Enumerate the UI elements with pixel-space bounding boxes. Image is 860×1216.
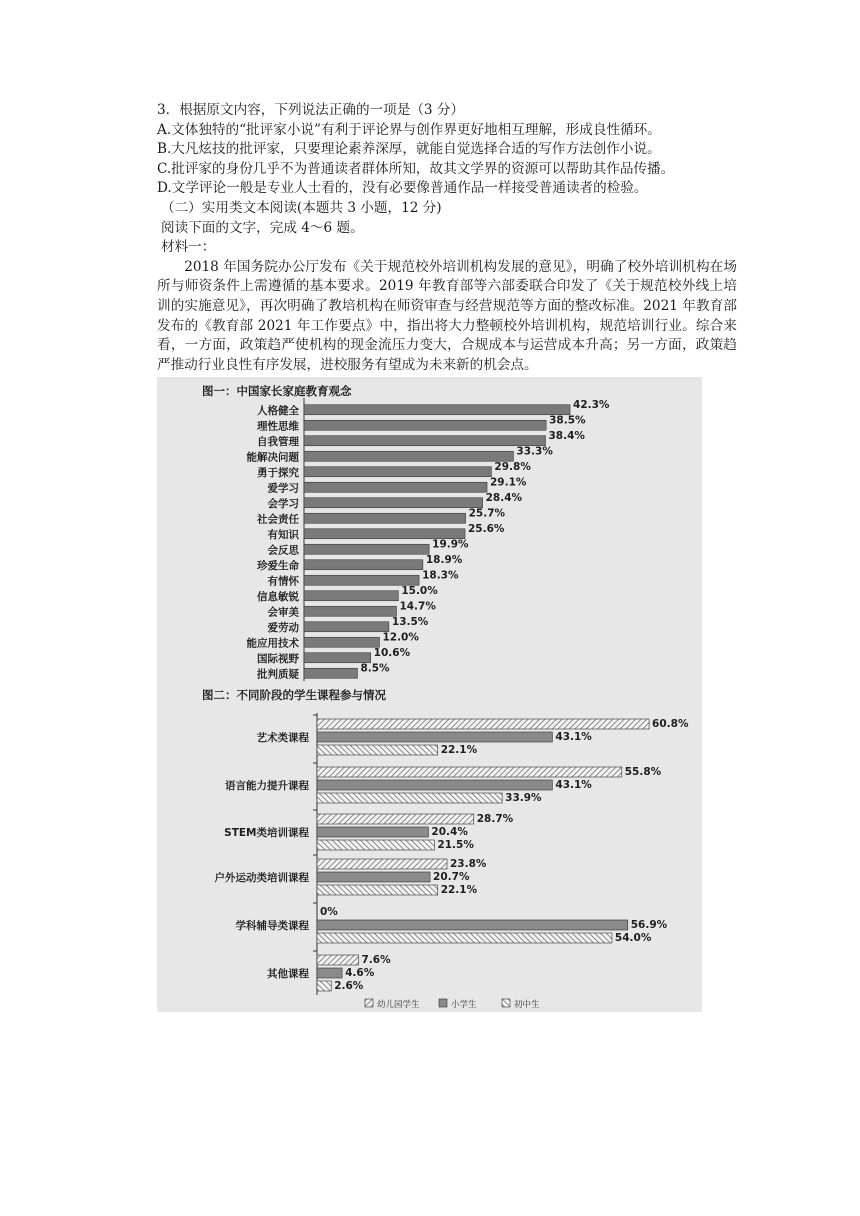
charts-svg [157,377,702,1012]
chart1-category-label: 国际视野 [257,652,299,665]
chart1-value-label: 25.6% [467,522,505,535]
legend-label: 幼儿园学生 [377,1000,420,1010]
chart1-category-label: 勇于探究 [257,466,299,479]
chart1-category-label: 有情怀 [267,575,299,588]
material-paragraph: 2018 年国务院办公厅发布《关于规范校外培训机构发展的意见》，明确了校外培训机构在场所与师资条件上需遵循的基本要求。2019 年教育部等六部委联合印发了《关于规范校外线上培训的实施意见》，再次明确了教培机构在师资审查与经营规范等方面的整改标准。2021 年教育部发布的《教育部 2021 年工作要点》中，指出将大力整顿校外培训机构，规范培训行业。综合来看，一方面，政策趋严使机构的现金流压力变大，合规成本与运营成本升高；另一方面，政策趋严推动行业良性有序发展，进校服务有望成为未来新的机会点。 [157,258,737,373]
chart1-value-label: 29.1% [490,476,527,489]
chart1-value-label: 42.3% [573,398,610,411]
chart1-bar [304,560,423,570]
chart1-bar [304,622,389,632]
chart2-bar [317,793,502,803]
chart1-category-label: 自我管理 [257,435,299,448]
chart2-value-label: 20.4% [431,826,468,838]
chart1-value-label: 15.0% [401,584,438,597]
chart2-bar [317,955,359,965]
question3-option-b: B.大凡炫技的批评家，只要理论素养深厚，就能自觉选择合适的写作方法创作小说。 [157,141,661,158]
chart1-category-label: 爱劳动 [267,621,299,634]
chart2-bar [317,933,612,943]
chart2-value-label: 22.1% [440,884,478,896]
chart1-bar [304,451,513,461]
chart2-bar [317,840,434,850]
chart1-bar [304,405,570,415]
chart1-value-label: 13.5% [391,615,429,628]
chart1-bar [304,467,491,477]
chart2-value-label: 23.8% [449,858,487,870]
chart2-value-label: 43.1% [555,779,592,791]
section2-heading: （二）实用类文本阅读(本题共 3 小题，12 分) [161,199,442,216]
chart1-value-label: 33.3% [516,445,553,458]
chart2-bar [317,780,552,790]
figure-charts [157,377,702,1012]
chart1-value-label: 8.5% [360,662,390,675]
chart1-category-label: 珍爱生命 [257,559,299,572]
chart2-value-label: 33.9% [505,792,542,804]
chart2-bar [317,827,428,837]
chart1-category-label: 社会责任 [257,513,299,526]
chart1-category-label: 批判质疑 [257,668,299,681]
chart2-bar [317,745,438,755]
legend-swatch [502,999,510,1007]
question3-stem: 3．根据原文内容，下列说法正确的一项是（3 分） [157,102,465,118]
legend-swatch [439,999,447,1007]
chart1-bar [304,513,466,523]
chart1-value-label: 19.9% [432,538,469,551]
chart2-value-label: 55.8% [624,766,662,778]
chart2-value-label: 54.0% [614,932,652,944]
text-block [157,101,737,375]
question3-option-d: D.文学评论一般是专业人士看的，没有必要像普通作品一样接受普通读者的检验。 [157,180,648,197]
chart1-bar [304,575,419,585]
chart1-category-label: 爱学习 [267,482,299,495]
chart1-title: 图一：中国家长家庭教育观念 [202,384,352,398]
chart2-title: 图二：不同阶段的学生课程参与情况 [202,688,386,702]
legend-label: 初中生 [514,1000,540,1010]
chart-course-participation [202,688,689,1010]
chart2-value-label: 60.8% [652,718,689,730]
chart2-bar [317,920,628,930]
chart1-bar [304,529,465,539]
chart1-bar [304,482,487,492]
chart1-value-label: 18.9% [425,553,463,566]
chart2-value-label: 43.1% [555,731,592,743]
chart2-value-label: 2.6% [334,980,364,992]
chart2-bar [317,859,447,869]
question3-option-a: A.文体独特的“批评家小说”有利于评论界与创作界更好地相互理解，形成良性循环。 [157,121,661,138]
chart-parent-education-views [202,384,610,681]
chart2-value-label: 21.5% [437,839,474,851]
chart1-value-label: 28.4% [485,491,523,504]
chart1-category-label: 能应用技术 [246,637,299,650]
chart1-value-label: 38.5% [549,414,586,427]
chart1-category-label: 有知识 [267,528,299,541]
chart2-category-label: STEM类培训课程 [224,827,309,839]
chart2-legend [365,999,540,1010]
chart1-value-label: 29.8% [494,460,531,473]
chart1-category-label: 人格健全 [257,404,299,417]
chart2-category-label: 户外运动类培训课程 [214,872,309,884]
chart2-value-label: 4.6% [345,967,375,979]
chart1-category-label: 理性思维 [257,420,299,433]
chart2-bar [317,885,438,895]
chart1-value-label: 25.7% [468,507,506,520]
chart1-bar [304,498,483,508]
chart1-category-label: 会反思 [267,544,299,557]
chart2-bar [317,981,331,991]
chart1-category-label: 会审美 [267,606,299,619]
chart2-value-label: 0% [320,906,338,918]
chart2-bar [317,732,552,742]
legend-label: 小学生 [451,1000,477,1010]
chart1-value-label: 18.3% [422,569,459,582]
chart2-bar [317,968,342,978]
chart1-bar [304,606,396,616]
chart2-bar [317,767,622,777]
chart2-value-label: 22.1% [440,744,478,756]
chart1-value-label: 10.6% [373,646,411,659]
chart1-bar [304,637,379,647]
chart2-category-label: 艺术类课程 [256,732,309,744]
chart1-value-label: 12.0% [382,631,419,644]
chart2-category-label: 其他课程 [267,968,309,980]
section2-instruction: 阅读下面的文字，完成 4～6 题。 [161,219,364,236]
question3-option-c: C.批评家的身份几乎不为普通读者群体所知，故其文学界的资源可以帮助其作品传播。 [157,160,675,177]
chart1-bar [304,653,371,663]
chart2-value-label: 20.7% [433,871,470,883]
chart1-bar [304,544,429,554]
chart2-bar [317,814,474,824]
chart1-category-label: 信息敏锐 [257,590,299,603]
material-label: 材料一： [161,239,216,256]
chart2-value-label: 28.7% [476,813,514,825]
chart1-value-label: 14.7% [399,600,436,613]
chart2-value-label: 7.6% [361,954,391,966]
chart2-value-label: 56.9% [630,919,668,931]
chart1-category-label: 会学习 [267,497,299,510]
chart1-value-label: 38.4% [548,429,585,442]
chart1-bar [304,591,398,601]
chart1-bar [304,436,545,446]
legend-swatch [365,999,373,1007]
chart1-category-label: 能解决问题 [246,451,299,464]
chart1-bar [304,420,546,430]
chart2-category-label: 语言能力提升课程 [225,780,309,792]
chart1-bar [304,668,357,678]
chart2-bar [317,872,430,882]
chart2-bar [317,719,649,729]
chart2-category-label: 学科辅导类课程 [235,920,309,932]
